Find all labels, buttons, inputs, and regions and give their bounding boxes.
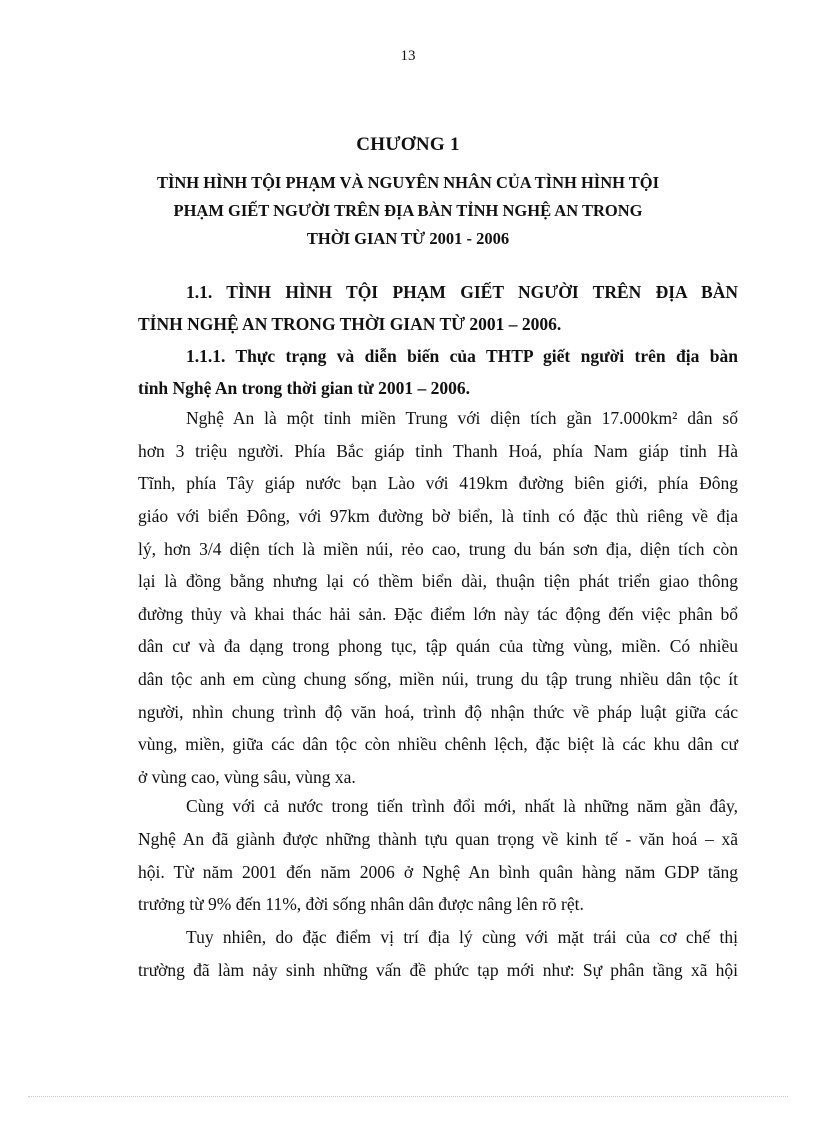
subsection-heading-line: 1.1.1. Thực trạng và diễn biến của THTP giết người trên địa bàn [186, 346, 738, 366]
page-bottom-divider [28, 1096, 788, 1097]
paragraph-line: người, nhìn chung trình độ văn hoá, trình độ nhận thức về pháp luật giữa các [138, 702, 738, 722]
paragraph-line: dân tộc anh em cùng chung sống, miền núi, trung du tập trung nhiều dân tộc ít [138, 669, 738, 689]
paragraph-line: Nghệ An là một tỉnh miền Trung với diện tích gần 17.000km² dân số [186, 408, 738, 428]
paragraph-line: Tĩnh, phía Tây giáp nước bạn Lào với 419km đường biên giới, phía Đông [138, 473, 738, 493]
section-heading-line: TỈNH NGHỆ AN TRONG THỜI GIAN TỪ 2001 – 2006. [138, 314, 562, 334]
paragraph-line: Nghệ An đã giành được những thành tựu quan trọng về kinh tế - văn hoá – xã [138, 829, 738, 849]
paragraph-line: hội. Từ năm 2001 đến năm 2006 ở Nghệ An bình quân hàng năm GDP tăng [138, 862, 738, 882]
paragraph-line: Tuy nhiên, do đặc điểm vị trí địa lý cùng với mặt trái của cơ chế thị [186, 927, 738, 947]
paragraph-line: đường thủy và khai thác hải sản. Đặc điểm lớn này tác động đến việc phân bổ [138, 604, 738, 624]
chapter-title: CHƯƠNG 1 [356, 134, 460, 155]
page-number: 13 [400, 48, 416, 64]
section-heading-line: 1.1. TÌNH HÌNH TỘI PHẠM GIẾT NGƯỜI TRÊN ĐỊA BÀN [186, 282, 738, 302]
chapter-heading-line: THỜI GIAN TỪ 2001 - 2006 [306, 229, 510, 248]
paragraph-line: dân cư và đa dạng trong phong tục, tập quán của từng vùng, miền. Có nhiều [138, 636, 738, 656]
paragraph-line: giáo với biển Đông, với 97km đường bờ biển, là tỉnh có đặc thù riêng về địa [138, 506, 738, 526]
chapter-heading-line: PHẠM GIẾT NGƯỜI TRÊN ĐỊA BÀN TỈNH NGHỆ AN TRONG [173, 201, 643, 220]
paragraph-line: trường đã làm nảy sinh những vấn đề phức tạp mới như: Sự phân tầng xã hội [138, 960, 738, 980]
paragraph-line: hơn 3 triệu người. Phía Bắc giáp tỉnh Thanh Hoá, phía Nam giáp tỉnh Hà [138, 441, 738, 461]
subsection-heading-line: tỉnh Nghệ An trong thời gian từ 2001 – 2006. [138, 378, 470, 398]
paragraph-line: trưởng từ 9% đến 11%, đời sống nhân dân được nâng lên rõ rệt. [138, 894, 584, 914]
chapter-heading-line: TÌNH HÌNH TỘI PHẠM VÀ NGUYÊN NHÂN CỦA TÌNH HÌNH TỘI [156, 173, 660, 192]
paragraph-line: lý, hơn 3/4 diện tích là miền núi, rẻo cao, trung du bán sơn địa, diện tích còn [138, 539, 738, 559]
paragraph-line: ở vùng cao, vùng sâu, vùng xa. [138, 767, 356, 787]
paragraph-line: Cùng với cả nước trong tiến trình đổi mới, nhất là những năm gần đây, [186, 796, 738, 816]
paragraph-line: lại là đồng bằng nhưng lại có thềm biển dài, thuận tiện phát triển giao thông [138, 571, 738, 591]
paragraph-line: vùng, miền, giữa các dân tộc còn nhiều chênh lệch, đặc biệt là các khu dân cư [138, 734, 738, 754]
